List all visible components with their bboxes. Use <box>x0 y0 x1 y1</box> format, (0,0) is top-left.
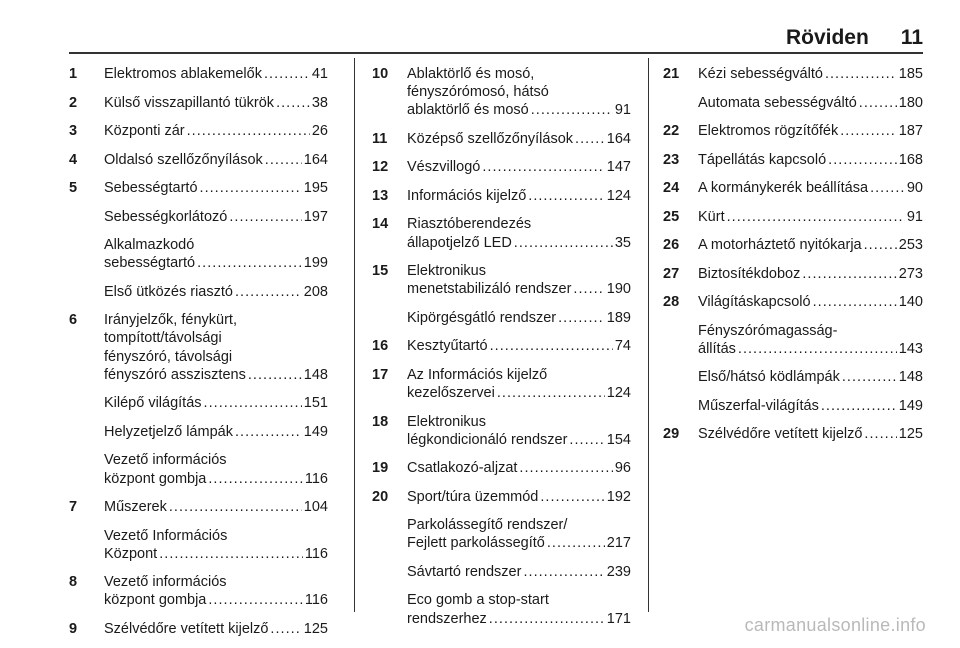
entry-label: Helyzetjelző lámpák <box>104 423 233 440</box>
index-entry <box>372 215 631 251</box>
leader-dots <box>558 309 605 327</box>
entry-label: A kormánykerék beállítása <box>698 180 869 196</box>
entry-line <box>104 151 328 169</box>
leader-dots <box>204 394 302 412</box>
index-entry <box>663 368 923 386</box>
entry-page-number: 171 <box>606 610 631 627</box>
item-number: 2 <box>69 94 78 111</box>
entry-page-number: 164 <box>606 130 631 147</box>
item-number: 10 <box>372 66 389 82</box>
entry-line <box>407 384 631 402</box>
entry-label: Kilépő világítás <box>104 395 202 412</box>
index-entry <box>372 130 631 148</box>
item-number: 14 <box>372 216 389 233</box>
leader-dots <box>200 179 302 197</box>
item-number: 23 <box>663 151 680 168</box>
entry-page-number: 195 <box>303 180 328 196</box>
leader-dots <box>270 620 301 638</box>
entry-page-number: 151 <box>303 395 328 412</box>
entry-label: Szélvédőre vetített kijelző <box>104 620 269 637</box>
entry-label: központ gombja <box>104 470 207 487</box>
leader-dots <box>208 591 303 609</box>
entry-line <box>407 431 631 449</box>
entry-label: Vezető Információs <box>104 527 228 544</box>
leader-dots <box>859 94 897 112</box>
index-entry <box>372 337 631 355</box>
leader-dots <box>821 397 897 415</box>
item-number: 19 <box>372 460 389 477</box>
entry-page-number: 187 <box>898 123 923 139</box>
index-entry <box>663 293 923 311</box>
entry-label: állapotjelző LED <box>407 234 512 251</box>
item-number: 8 <box>69 574 78 591</box>
index-column-3 <box>663 65 923 454</box>
item-number: 17 <box>372 366 389 383</box>
entry-page-number: 143 <box>898 340 923 357</box>
entry-page-number: 38 <box>311 94 328 111</box>
entry-line <box>104 122 328 140</box>
entry-label: Fejlett parkolássegítő <box>407 535 545 552</box>
index-entry <box>69 122 328 140</box>
entry-page-number: 239 <box>606 563 631 580</box>
entry-page-number: 189 <box>606 309 631 326</box>
section-title: Röviden <box>785 26 869 49</box>
entry-line <box>104 311 328 329</box>
entry-page-number: 35 <box>614 234 631 251</box>
entry-line <box>698 208 923 226</box>
entry-label: ablaktörlő és mosó <box>407 102 529 119</box>
entry-line <box>407 591 631 609</box>
entry-line <box>104 283 328 301</box>
entry-label: Szélvédőre vetített kijelző <box>698 426 863 443</box>
entry-label: Vezető információs <box>104 452 227 469</box>
item-number: 1 <box>69 66 78 82</box>
entry-label: tompított/távolsági <box>104 330 222 347</box>
leader-dots <box>573 280 604 298</box>
leader-dots <box>265 151 302 169</box>
entry-page-number: 124 <box>606 187 631 204</box>
leader-dots <box>840 122 897 140</box>
index-entry <box>663 208 923 226</box>
entry-page-number: 74 <box>614 338 631 355</box>
item-number: 25 <box>663 208 680 225</box>
leader-dots <box>825 65 897 83</box>
entry-line <box>104 527 328 545</box>
header-divider <box>69 52 923 54</box>
index-entry <box>663 94 923 112</box>
entry-line <box>104 236 328 254</box>
index-entry <box>69 498 328 516</box>
entry-line <box>407 516 631 534</box>
entry-label: Vészvillogó <box>407 159 481 176</box>
index-entry <box>663 322 923 358</box>
item-number: 26 <box>663 237 680 253</box>
entry-line <box>407 280 631 298</box>
watermark: carmanualsonline.info <box>744 615 926 635</box>
entry-label: Központ <box>104 545 158 562</box>
leader-dots <box>870 179 905 197</box>
entry-page-number: 180 <box>898 94 923 111</box>
item-number: 24 <box>663 180 680 196</box>
item-number: 3 <box>69 123 78 139</box>
entry-label: Alkalmazkodó <box>104 237 195 253</box>
leader-dots <box>813 293 897 311</box>
leader-dots <box>197 254 302 272</box>
index-entry <box>69 208 328 226</box>
entry-line <box>104 254 328 272</box>
item-number: 22 <box>663 123 680 139</box>
entry-line <box>698 65 923 83</box>
index-entry <box>69 527 328 563</box>
entry-label: Csatlakozó-aljzat <box>407 460 518 477</box>
entry-line <box>407 309 631 327</box>
entry-page-number: 116 <box>304 592 328 609</box>
index-entry <box>69 236 328 272</box>
entry-line <box>407 534 631 552</box>
item-number: 12 <box>372 159 389 176</box>
entry-line <box>104 545 328 563</box>
index-entry <box>663 151 923 169</box>
entry-page-number: 147 <box>606 159 631 176</box>
entry-page-number: 26 <box>311 123 328 139</box>
entry-label: Elektromos ablakemelők <box>104 66 262 82</box>
leader-dots <box>489 610 605 628</box>
entry-label: fényszóró asszisztens <box>104 366 246 383</box>
entry-line <box>104 451 328 469</box>
item-number: 20 <box>372 488 389 505</box>
leader-dots <box>727 208 905 226</box>
entry-page-number: 91 <box>906 208 923 225</box>
entry-label: Parkolássegítő rendszer/ <box>407 517 568 534</box>
item-number: 15 <box>372 263 389 280</box>
entry-line <box>104 179 328 197</box>
leader-dots <box>738 340 897 358</box>
leader-dots <box>235 283 302 301</box>
index-entry <box>69 151 328 169</box>
leader-dots <box>575 130 605 148</box>
page-number: 11 <box>900 26 923 49</box>
entry-line <box>407 234 631 252</box>
entry-page-number: 273 <box>898 265 923 282</box>
entry-label: rendszerhez <box>407 610 487 627</box>
index-entry <box>663 179 923 197</box>
leader-dots <box>229 208 301 226</box>
entry-page-number: 148 <box>303 366 328 383</box>
entry-label: Első/hátsó ködlámpák <box>698 369 840 386</box>
entry-label: Középső szellőzőnyílások <box>407 130 574 147</box>
leader-dots <box>519 459 612 477</box>
index-entry <box>663 122 923 140</box>
entry-line <box>407 563 631 581</box>
leader-dots <box>264 65 310 83</box>
column-divider-1 <box>354 58 355 612</box>
entry-label: Kipörgésgátló rendszer <box>407 309 557 326</box>
item-number: 6 <box>69 312 78 329</box>
index-entry <box>372 563 631 581</box>
entry-line <box>407 187 631 205</box>
entry-page-number: 154 <box>606 431 631 448</box>
entry-page-number: 199 <box>303 255 328 272</box>
entry-line <box>698 236 923 254</box>
entry-page-number: 192 <box>606 488 631 505</box>
entry-label: Riasztóberendezés <box>407 216 532 233</box>
index-entry <box>663 236 923 254</box>
entry-page-number: 217 <box>606 535 631 552</box>
leader-dots <box>864 425 896 443</box>
entry-label: Központi zár <box>104 123 185 139</box>
item-number: 21 <box>663 66 680 82</box>
entry-line <box>407 459 631 477</box>
entry-label: sebességtartó <box>104 255 196 272</box>
entry-label: Elektronikus <box>407 413 486 430</box>
index-column-1 <box>69 65 328 648</box>
item-number: 9 <box>69 620 78 637</box>
entry-page-number: 185 <box>898 66 923 82</box>
leader-dots <box>248 366 302 384</box>
index-entry <box>69 65 328 83</box>
entry-label: Műszerek <box>104 499 167 516</box>
item-number: 27 <box>663 265 680 282</box>
entry-label: Fényszórómagasság- <box>698 322 838 339</box>
entry-line <box>104 65 328 83</box>
entry-line <box>698 368 923 386</box>
entry-page-number: 125 <box>303 620 328 637</box>
entry-label: Kürt <box>698 208 725 225</box>
entry-label: központ gombja <box>104 592 207 609</box>
entry-line <box>698 151 923 169</box>
index-entry <box>663 265 923 283</box>
entry-label: Biztosítékdoboz <box>698 265 801 282</box>
index-column-2 <box>372 65 631 638</box>
entry-line <box>104 573 328 591</box>
entry-page-number: 148 <box>898 369 923 386</box>
entry-page-number: 149 <box>303 423 328 440</box>
entry-page-number: 190 <box>606 281 631 298</box>
entry-label: Sebességkorlátozó <box>104 208 228 225</box>
entry-line <box>104 423 328 441</box>
entry-label: Elektronikus <box>407 263 486 280</box>
entry-label: Elektromos rögzítőfék <box>698 123 839 139</box>
entry-label: Tápellátás kapcsoló <box>698 151 827 168</box>
item-number: 29 <box>663 426 680 443</box>
leader-dots <box>187 122 310 140</box>
entry-line <box>104 329 328 347</box>
index-entry <box>69 620 328 638</box>
entry-line <box>104 208 328 226</box>
item-number: 11 <box>372 130 388 147</box>
entry-page-number: 104 <box>303 499 328 516</box>
entry-label: állítás <box>698 340 736 357</box>
index-entry <box>372 413 631 449</box>
entry-label: fényszóró, távolsági <box>104 348 233 365</box>
entry-line <box>407 158 631 176</box>
index-entry <box>69 311 328 384</box>
leader-dots <box>514 234 613 252</box>
entry-label: Ablaktörlő és mosó, <box>407 66 535 82</box>
leader-dots <box>523 563 604 581</box>
item-number: 28 <box>663 294 680 310</box>
entry-label: Kesztyűtartó <box>407 338 488 355</box>
entry-line <box>407 65 631 83</box>
entry-line <box>698 122 923 140</box>
index-entry <box>372 65 631 120</box>
index-entry <box>69 423 328 441</box>
entry-line <box>407 366 631 384</box>
entry-label: Sávtartó rendszer <box>407 563 522 580</box>
entry-label: Irányjelzők, fénykürt, <box>104 312 237 329</box>
entry-label: Az Információs kijelző <box>407 366 548 383</box>
entry-line <box>698 94 923 112</box>
leader-dots <box>540 488 604 506</box>
entry-line <box>407 610 631 628</box>
index-entry <box>372 488 631 506</box>
item-number: 4 <box>69 151 78 168</box>
entry-page-number: 116 <box>304 545 328 562</box>
entry-line <box>698 397 923 415</box>
entry-line <box>104 498 328 516</box>
entry-line <box>698 340 923 358</box>
entry-page-number: 124 <box>606 385 631 402</box>
leader-dots <box>802 265 896 283</box>
entry-label: fényszórómosó, hátsó <box>407 84 549 101</box>
entry-label: Első ütközés riasztó <box>104 283 233 300</box>
leader-dots <box>828 151 897 169</box>
index-entry <box>372 158 631 176</box>
entry-page-number: 168 <box>898 151 923 168</box>
entry-page-number: 197 <box>303 208 328 225</box>
leader-dots <box>842 368 897 386</box>
entry-label: Vezető információs <box>104 574 227 591</box>
entry-page-number: 90 <box>906 180 923 196</box>
leader-dots <box>547 534 605 552</box>
entry-line <box>698 322 923 340</box>
index-entry <box>663 397 923 415</box>
entry-line <box>407 83 631 101</box>
entry-line <box>104 366 328 384</box>
entry-line <box>104 591 328 609</box>
index-entry <box>663 65 923 83</box>
entry-label: Információs kijelző <box>407 187 527 204</box>
entry-label: Sport/túra üzemmód <box>407 488 539 505</box>
entry-line <box>698 293 923 311</box>
entry-page-number: 208 <box>303 283 328 300</box>
entry-page-number: 253 <box>898 237 923 253</box>
entry-line <box>407 101 631 119</box>
index-entry <box>372 187 631 205</box>
index-entry <box>372 591 631 627</box>
entry-page-number: 96 <box>614 460 631 477</box>
entry-page-number: 91 <box>614 102 631 119</box>
leader-dots <box>235 423 302 441</box>
entry-label: Eco gomb a stop-start <box>407 592 549 609</box>
index-entry <box>69 573 328 609</box>
entry-line <box>104 348 328 366</box>
entry-page-number: 125 <box>898 426 923 443</box>
entry-page-number: 116 <box>304 470 328 487</box>
leader-dots <box>531 101 613 119</box>
entry-page-number: 149 <box>898 397 923 414</box>
leader-dots <box>569 431 604 449</box>
entry-line <box>407 337 631 355</box>
entry-line <box>407 262 631 280</box>
index-entry <box>69 394 328 412</box>
index-entry <box>372 516 631 552</box>
leader-dots <box>490 337 613 355</box>
entry-page-number: 41 <box>311 66 328 82</box>
page-header <box>786 26 923 50</box>
column-divider-2 <box>648 58 649 612</box>
index-entry <box>69 94 328 112</box>
entry-label: Oldalsó szellőzőnyílások <box>104 151 263 168</box>
leader-dots <box>864 236 897 254</box>
entry-label: légkondicionáló rendszer <box>407 431 568 448</box>
item-number: 13 <box>372 187 389 204</box>
entry-line <box>104 394 328 412</box>
entry-label: Automata sebességváltó <box>698 94 857 111</box>
leader-dots <box>159 545 303 563</box>
leader-dots <box>482 158 604 176</box>
entry-line <box>407 413 631 431</box>
entry-label: menetstabilizáló rendszer <box>407 281 572 298</box>
item-number: 7 <box>69 499 78 516</box>
index-entry <box>372 366 631 402</box>
entry-label: Világításkapcsoló <box>698 294 811 310</box>
index-entry <box>372 309 631 327</box>
entry-label: kezelőszervei <box>407 385 495 402</box>
index-entry <box>69 451 328 487</box>
entry-line <box>104 94 328 112</box>
entry-label: Kézi sebességváltó <box>698 66 823 82</box>
item-number: 16 <box>372 338 389 355</box>
entry-line <box>698 179 923 197</box>
entry-line <box>104 620 328 638</box>
entry-line <box>698 265 923 283</box>
index-entry <box>372 459 631 477</box>
entry-page-number: 164 <box>303 151 328 168</box>
index-entry <box>69 283 328 301</box>
entry-label: Műszerfal-világítás <box>698 397 819 414</box>
leader-dots <box>208 470 303 488</box>
entry-line <box>698 425 923 443</box>
entry-line <box>104 470 328 488</box>
leader-dots <box>497 384 605 402</box>
leader-dots <box>276 94 310 112</box>
entry-label: Külső visszapillantó tükrök <box>104 94 275 111</box>
entry-line <box>407 488 631 506</box>
entry-page-number: 140 <box>898 294 923 310</box>
entry-line <box>407 130 631 148</box>
entry-line <box>407 215 631 233</box>
item-number: 18 <box>372 413 389 430</box>
index-entry <box>69 179 328 197</box>
entry-label: Sebességtartó <box>104 180 198 196</box>
entry-label: A motorháztető nyitókarja <box>698 237 862 253</box>
index-entry <box>372 262 631 298</box>
leader-dots <box>169 498 302 516</box>
item-number: 5 <box>69 180 78 196</box>
leader-dots <box>528 187 605 205</box>
index-entry <box>663 425 923 443</box>
